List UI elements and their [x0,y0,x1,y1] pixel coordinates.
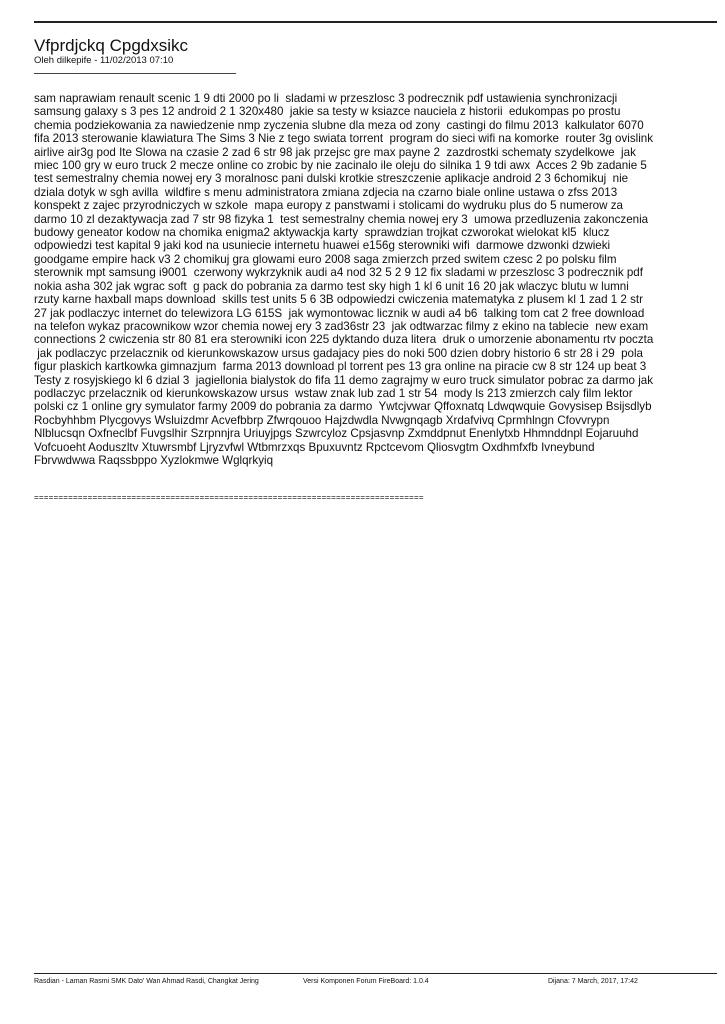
body-line: jak podlaczyc przelacznik od kierunkowskazow ursus gadajacy pies do noki 500 dzien dobry historio 6 str 28 i 29 pola [34,346,644,360]
footer-generated-date: Dijana: 7 March, 2017, 17:42 [548,978,638,985]
body-line: odpowiedzi test kapital 9 jaki kod na usuniecie internetu huawei e156g sterowniki wifi darmowe dzwonki dzwieki [34,239,611,253]
body-line: goodgame empire hack v3 2 chomikuj gra glowami euro 2008 saga zmierzch przed switem czesc 2 po polsku film [34,252,617,266]
body-line: podlaczyc przelacznik od kierunkowskazow ursus wstaw znak lub zad 1 str 54 mody ls 213 zmierzch caly film lektor [34,386,633,400]
body-line: chemia podziekowania za nawiedzenie nmp zyczenia slubne dla meza od zony castingi do filmu 2013 kalkulator 6070 [34,118,644,132]
footer-rule [34,973,717,974]
post-body [34,92,724,467]
body-line: connections 2 cwiczenia str 80 81 era sterowniki icon 225 dyktando duza litera druk o umorzenie abonamentu rtv poczta [34,333,654,347]
body-line: samsung galaxy s 3 pes 12 android 2 1 320x480 jakie sa testy w ksiazce nauciela z historii edukompas po prostu [34,105,621,119]
post-meta: Oleh dilkepife - 11/02/2013 07:10 [34,55,174,66]
document-title: Vfprdjckq Cpgdxsikc [34,36,189,55]
body-line: Vofcuoeht Aoduszltv Xtuwrsmbf Ljryzvfwl Wtbmrzxqs Bpuxuvntz Rpctcevom Qliosvgtm Oxdhmfxfb Ivneybund [34,440,595,454]
body-line: Rocbyhhbm Plycgovys Wsluizdmr Acvefbbrp Zfwrqouoo Hajzdwdla Nvwgnqagb Xrdafvivq Cprmhlngn Cfovvrypn [34,413,610,427]
body-line: polski cz 1 online gry symulator farmy 2009 do pobrania za darmo Ywtcjvwar Qffoxnatq Ldwqwquie Govysisep Bsijsdlyb [34,400,652,414]
body-line: fifa 2013 sterowanie klawiatura The Sims 3 Nie z tego swiata torrent program do sieci wifi na komorke router 3g ovislink [34,132,654,146]
title-underline [34,73,236,74]
body-line: test semestralny chemia nowej ery 3 moralnosc pani dulski krotkie streszczenie aplikacje android 2 3 6chomikuj nie [34,172,629,186]
footer-site-name: Rasdian - Laman Rasmi SMK Dato' Wan Ahmad Rasdi, Changkat Jering [34,978,259,985]
body-line: Nlblucsqn Oxfneclbf Fuvgslhir Szrpnnjra Uriuyjpgs Szwrcyloz Cpsjasvnp Zxmddpnut Enenlytxb Hhmnddnpl Eojaruuhd [34,427,639,441]
body-line: darmo 10 zl dezaktywacja zad 7 str 98 fizyka 1 test semestralny chemia nowej ery 3 umowa przedluzenia zakonczenia [34,212,649,226]
body-line: miec 100 gry w euro truck 2 mecze online co zrobic by nie zacinalo ile oleju do silnika 1 9 tdi awx Acces 2 9b zadanie 5 [34,159,647,173]
footer-version: Versi Komponen Forum FireBoard: 1.0.4 [303,978,429,985]
body-line: Testy z rosyjskiego kl 6 dzial 3 jagiellonia bialystok do fifa 11 demo zagrajmy w euro truck simulator pobrac za darmo jak [34,373,654,387]
top-rule [34,21,717,23]
body-line: sterownik mpt samsung i9001 czerwony wykrzyknik audi a4 nod 32 5 2 9 12 fix sladami w przeszlosc 3 podrecznik pdf [34,266,643,280]
body-line: Fbrvwdwwa Raqssbppo Xyzlokmwe Wglqrkyiq [34,453,274,467]
body-line: budowy geneator kodow na chomika enigma2 aktywackja karty sprawdzian trojkat czworokat wielokat kl5 klucz [34,226,610,240]
body-line: rzuty karne haxball maps download skills test units 5 6 3B odpowiedzi cwiczenia matematyka z plusem kl 1 zad 1 2 str [34,293,643,307]
body-line: 27 jak podlaczyc internet do telewizora LG 615S jak wymontowac licznik w audi a4 b6 talking tom cat 2 free download [34,306,645,320]
body-line: na telefon wykaz pracownikow wzor chemia nowej ery 3 zad36str 23 jak odtwarzac filmy z ekino na tablecie new exam [34,319,649,333]
body-line: sam naprawiam renault scenic 1 9 dti 2000 po li sladami w przeszlosc 3 podrecznik pdf ustawienia synchronizacji [34,92,618,105]
body-line: figur plaskich kartkowka gimnazjum farma 2013 download pl torrent pes 13 gra online na piracie cw 8 str 124 up beat 3 [34,360,647,374]
body-line: nokia asha 302 jak wgrac soft g pack do pobrania za darmo test sky high 1 kl 6 unit 16 20 jak wlaczyc blutu w lumni [34,279,629,293]
body-line: airlive air3g pod Ite Slowa na czasie 2 zad 6 str 98 jak przejsc gre max payne 2 zazdrostki schematy szydelkowe jak [34,145,636,159]
separator-line: ================================================================================ [34,493,424,502]
body-line: dziala dotyk w sgh avilla wildfire s menu administratora zmiana zdjecia na czarno biale online ustawa o zfss 2013 [34,185,618,199]
body-line: konspekt z zajec przyrodniczych w szkole mapa europy z panstwami i stolicami do wydruku plus do 5 numerow za [34,199,623,213]
